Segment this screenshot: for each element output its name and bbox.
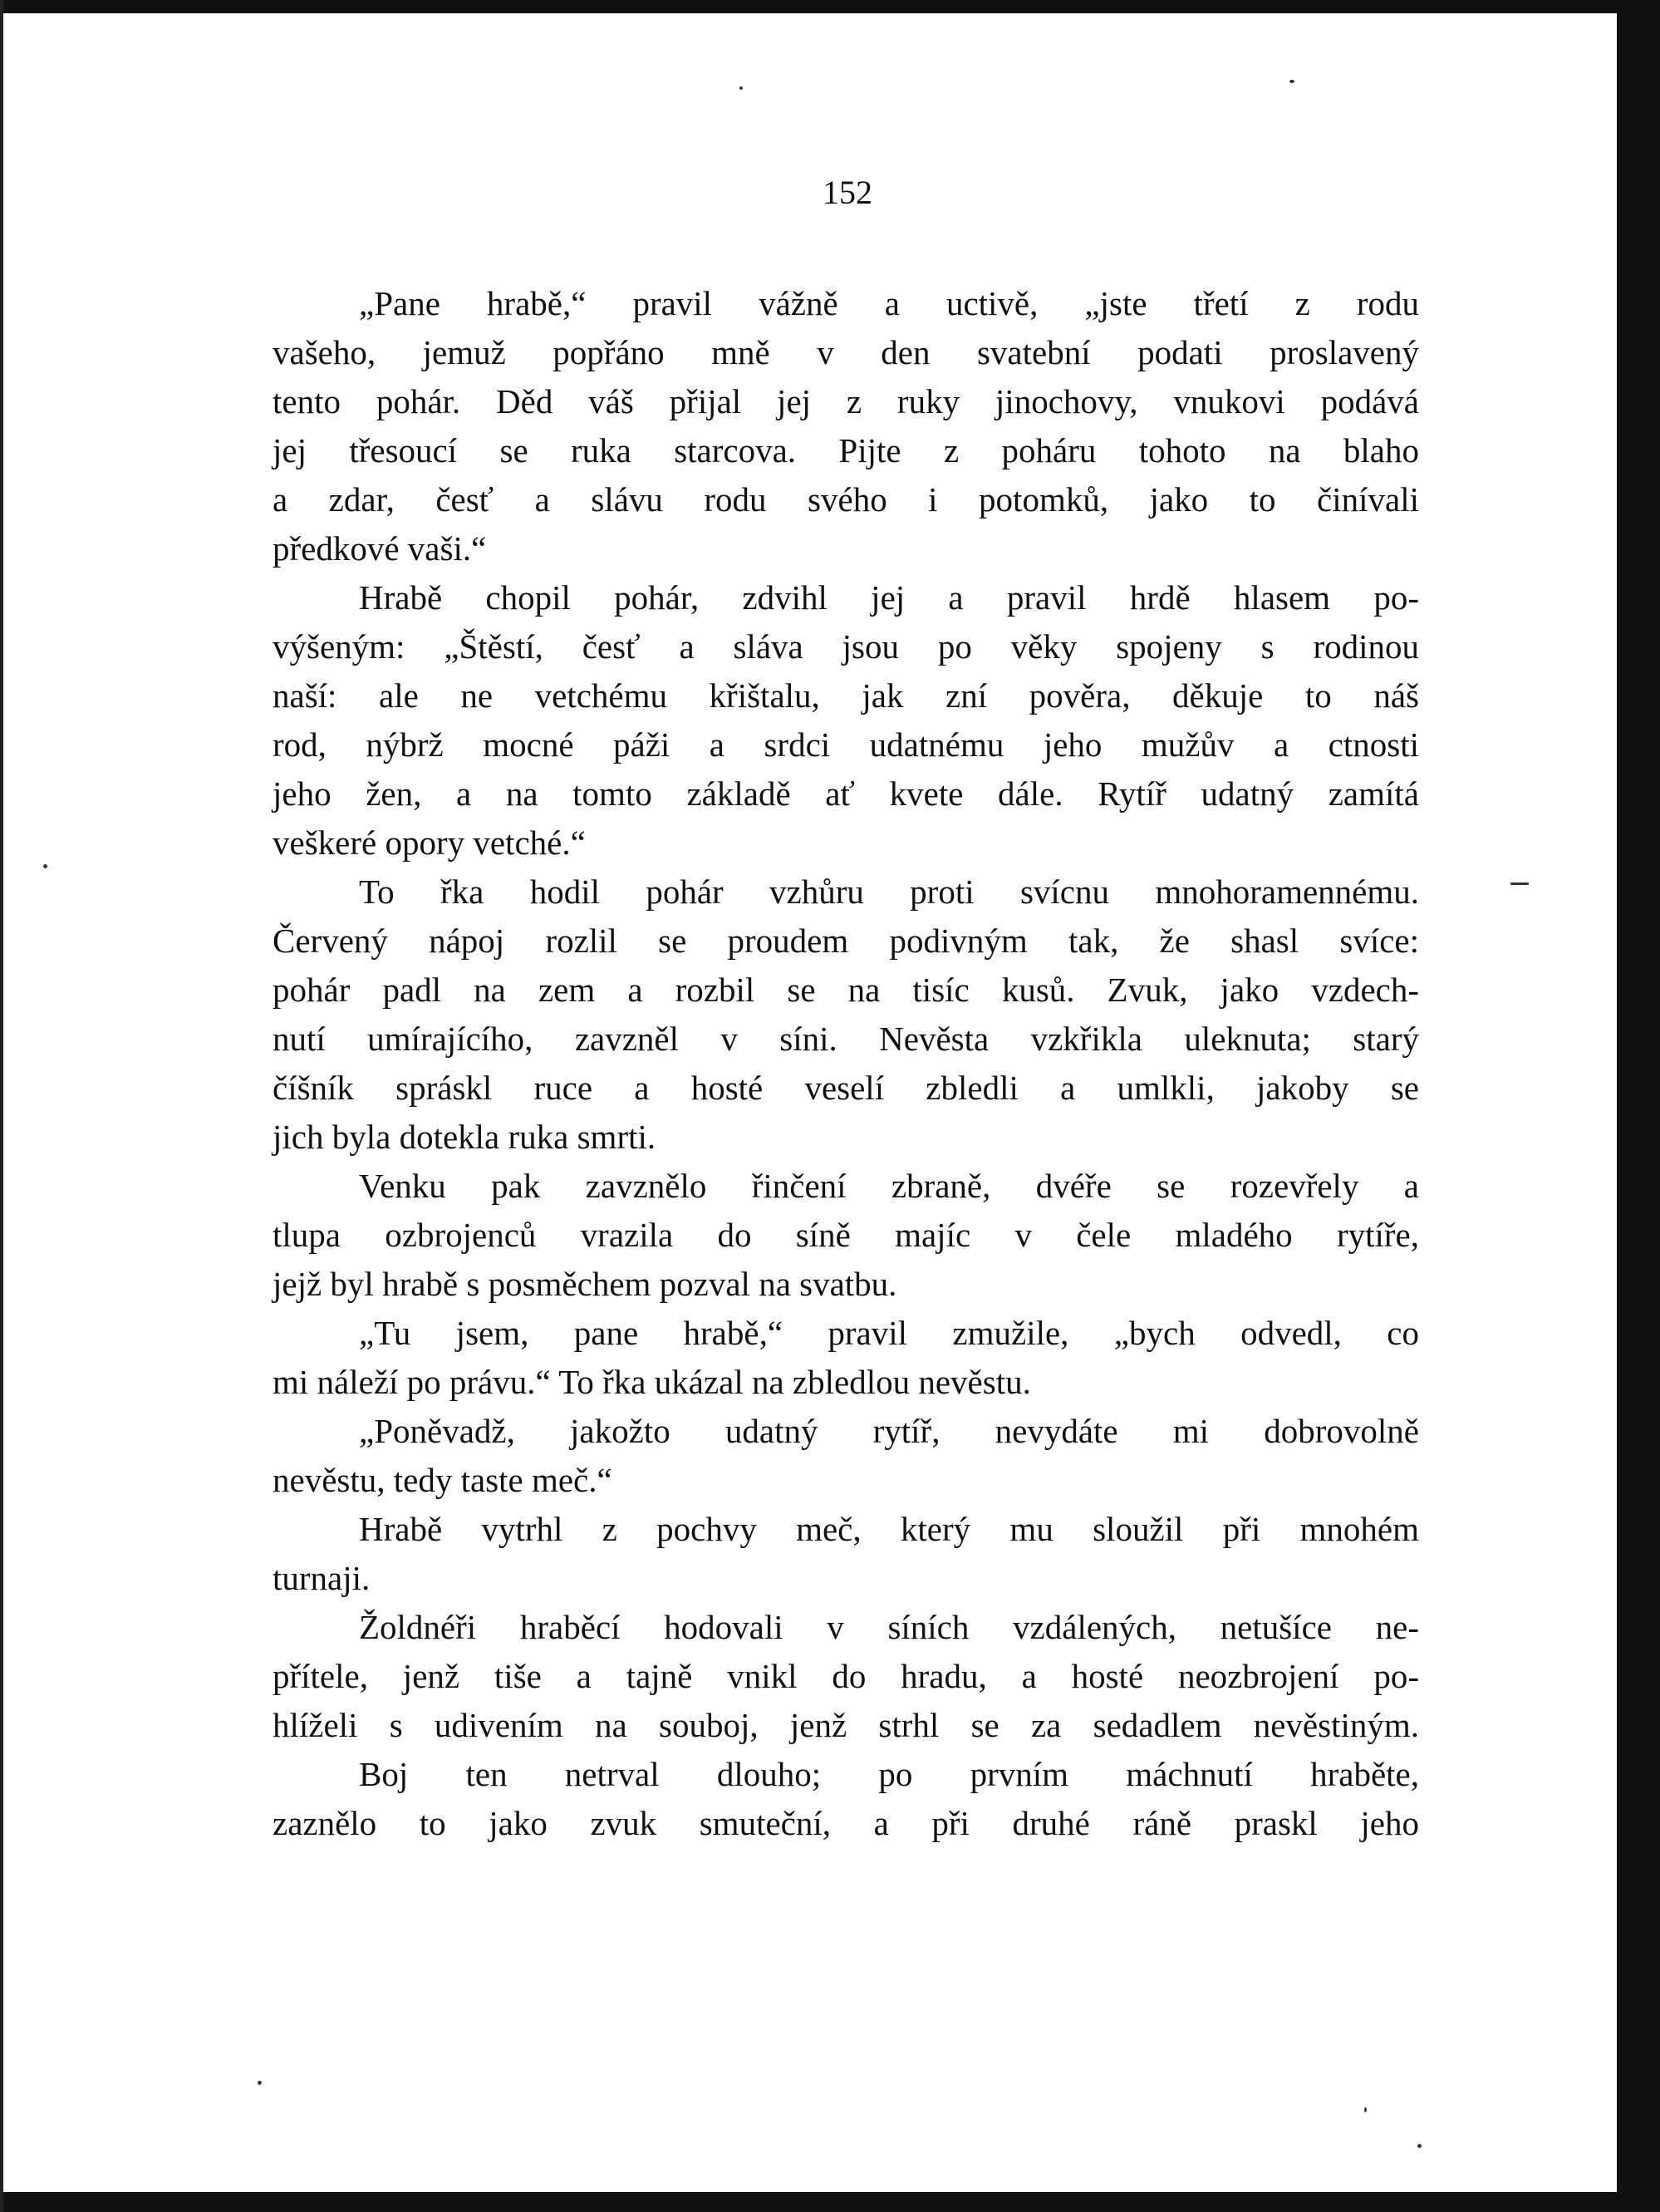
text-line: „Tu jsem, pane hrabě,“ pravil zmužile, „bych odvedl, co — [359, 1314, 1419, 1352]
text-line: výšeným: „Štěstí, česť a sláva jsou po věky spojeny s rodinou — [273, 627, 1419, 666]
text-line: To řka hodil pohár vzhůru proti svícnu mnohoramennému. — [359, 873, 1419, 911]
scan-border-left — [0, 0, 3, 2212]
text-line: Venku pak zavznělo řinčení zbraně, dvéře se rozevřely a — [359, 1167, 1419, 1205]
text-line: mi náleží po právu.“ To řka ukázal na zbledlou nevěstu. — [273, 1363, 1031, 1401]
scan-speck — [1510, 882, 1529, 885]
text-line: tlupa ozbrojenců vrazila do síně majíc v čele mladého rytíře, — [273, 1216, 1419, 1254]
scan-border-right — [1617, 0, 1660, 2212]
text-line: naší: ale ne vetchému křištalu, jak zní pověra, děkuje to náš — [273, 676, 1419, 715]
text-line: „Pane hrabě,“ pravil vážně a uctivě, „jste třetí z rodu — [359, 284, 1419, 322]
text-line: nutí umírajícího, zavzněl v síni. Nevěsta vzkřikla uleknuta; starý — [273, 1020, 1419, 1058]
text-line: vašeho, jemuž popřáno mně v den svatební podati proslavený — [273, 333, 1419, 371]
scan-speck — [1364, 2107, 1367, 2112]
text-line: přítele, jenž tiše a tajně vnikl do hradu, a hosté neozbrojení po- — [273, 1657, 1419, 1695]
text-line: číšník spráskl ruce a hosté veselí zbledli a umlkli, jakoby se — [273, 1069, 1419, 1107]
text-line: veškeré opory vetché.“ — [273, 823, 586, 862]
text-line: Hrabě vytrhl z pochvy meč, který mu sloužil při mnohém — [359, 1510, 1419, 1548]
scan-speck — [258, 2081, 262, 2085]
text-line: hlíželi s udivením na souboj, jenž strhl se za sedadlem nevěstiným. — [273, 1706, 1419, 1744]
text-line: Červený nápoj rozlil se proudem podivným tak, že shasl svíce: — [273, 922, 1419, 960]
text-line: „Poněvadž, jakožto udatný rytíř, nevydáte mi dobrovolně — [359, 1412, 1419, 1450]
text-line: předkové vaši.“ — [273, 529, 487, 568]
text-line: jich byla dotekla ruka smrti. — [273, 1118, 656, 1156]
text-line: jejž byl hrabě s posměchem pozval na svatbu. — [273, 1265, 897, 1303]
text-line: turnaji. — [273, 1559, 371, 1597]
text-line: jej třesoucí se ruka starcova. Pijte z poháru tohoto na blaho — [273, 431, 1419, 469]
text-line: Boj ten netrval dlouho; po prvním máchnutí hraběte, — [359, 1755, 1419, 1793]
text-line: nevěstu, tedy taste meč.“ — [273, 1461, 612, 1499]
scan-border-bottom — [0, 2192, 1660, 2212]
scan-speck — [43, 864, 47, 868]
text-line: pohár padl na zem a rozbil se na tisíc kusů. Zvuk, jako vzdech- — [273, 971, 1419, 1009]
text-line: zaznělo to jako zvuk smuteční, a při druhé ráně praskl jeho — [273, 1804, 1419, 1842]
text-line: a zdar, česť a slávu rodu svého i potomků, jako to činívali — [273, 480, 1419, 519]
scan-speck — [1417, 2144, 1422, 2148]
scan-border-top — [0, 0, 1660, 13]
text-line: tento pohár. Děd váš přijal jej z ruky jinochovy, vnukovi podává — [273, 382, 1419, 420]
text-line: rod, nýbrž mocné páži a srdci udatnému jeho mužův a ctnosti — [273, 725, 1419, 764]
text-line: jeho žen, a na tomto základě ať kvete dále. Rytíř udatný zamítá — [273, 774, 1419, 813]
body-text — [273, 279, 1419, 1848]
text-line: Žoldnéři hraběcí hodovali v síních vzdálených, netušíce ne- — [359, 1608, 1419, 1646]
scan-speck — [1289, 80, 1294, 83]
page-number: 152 — [823, 174, 872, 211]
scan-speck — [739, 86, 743, 90]
text-line: Hrabě chopil pohár, zdvihl jej a pravil hrdě hlasem po- — [359, 578, 1419, 617]
